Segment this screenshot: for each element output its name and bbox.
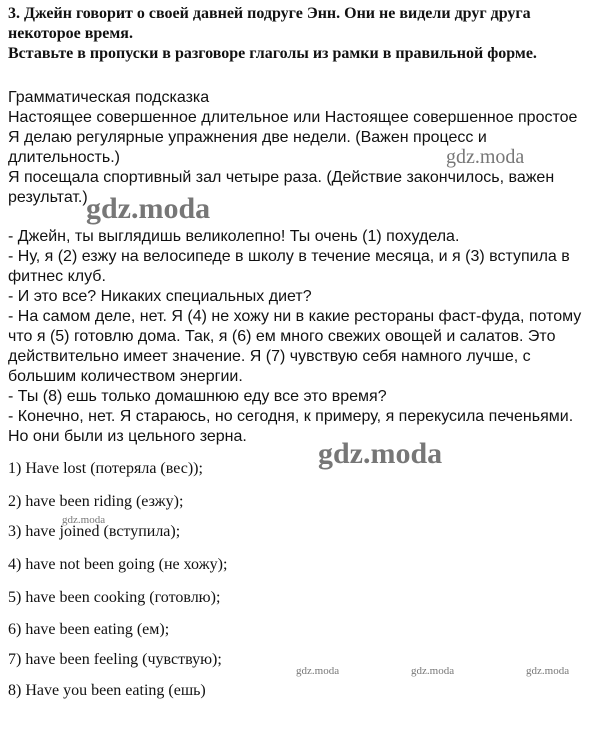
watermark: gdz.moda <box>62 514 106 526</box>
answer-item: 4) have not been going (не хожу); <box>8 556 228 573</box>
hint-line: Грамматическая подсказка <box>8 89 210 106</box>
hint-line: результат.) <box>8 189 88 206</box>
dialogue-line: - Конечно, нет. Я стараюсь, но сегодня, к примеру, я перекусила печеньями. <box>8 408 574 425</box>
dialogue-line: большим количеством энергии. <box>8 368 243 385</box>
answer-item: 2) have been riding (езжу); <box>8 493 184 510</box>
task-line: 3. Джейн говорит о своей давней подруге Энн. Они не видели друг друга <box>8 5 531 22</box>
answer-item: 7) have been feeling (чувствую); <box>8 651 222 668</box>
dialogue-line: - На самом деле, нет. Я (4) не хожу ни в какие рестораны фаст-фуда, потому <box>8 308 582 325</box>
watermark: gdz.moda <box>296 665 340 677</box>
dialogue-line: действительно имеет значение. Я (7) чувствую себя намного лучше, с <box>8 348 531 365</box>
watermark: gdz.moda <box>411 665 455 677</box>
hint-line: длительность.) <box>8 149 120 166</box>
answer-item: 6) have been eating (ем); <box>8 621 170 638</box>
dialogue-line: - И это все? Никаких специальных диет? <box>8 288 312 305</box>
dialogue-line: - Джейн, ты выглядишь великолепно! Ты очень (1) похудела. <box>8 228 460 245</box>
dialogue-text <box>8 227 598 447</box>
answer-item: 5) have been cooking (готовлю); <box>8 589 221 606</box>
task-line: Вставьте в пропуски в разговоре глаголы из рамки в правильной форме. <box>8 45 537 62</box>
task-line: некоторое время. <box>8 25 133 42</box>
answer-item: 1) Have lost (потеряла (вес)); <box>8 460 203 477</box>
answer-item: 3) have joined (вступила); <box>8 523 181 540</box>
hint-line: Я посещала спортивный зал четыре раза. (Действие закончилось, важен <box>8 169 555 186</box>
watermark: gdz.moda <box>446 146 525 168</box>
dialogue-line: что я (5) готовлю дома. Так, я (6) ем много свежих овощей и салатов. Это <box>8 328 556 345</box>
dialogue-line: фитнес клуб. <box>8 268 106 285</box>
hint-line: Настоящее совершенное длительное или Настоящее совершенное простое <box>8 109 578 126</box>
dialogue-line: - Ты (8) ешь только домашнюю еду все это время? <box>8 388 387 405</box>
dialogue-line: - Ну, я (2) езжу на велосипеде в школу в течение месяца, и я (3) вступила в <box>8 248 570 265</box>
task-heading <box>8 4 600 64</box>
hint-line: Я делаю регулярные упражнения две недели. (Важен процесс и <box>8 129 487 146</box>
watermark: gdz.moda <box>318 437 443 470</box>
watermark: gdz.moda <box>526 665 570 677</box>
answer-item: 8) Have you been eating (ешь) <box>8 682 206 699</box>
dialogue-line: Но они были из цельного зерна. <box>8 428 247 445</box>
watermark: gdz.moda <box>86 192 211 225</box>
